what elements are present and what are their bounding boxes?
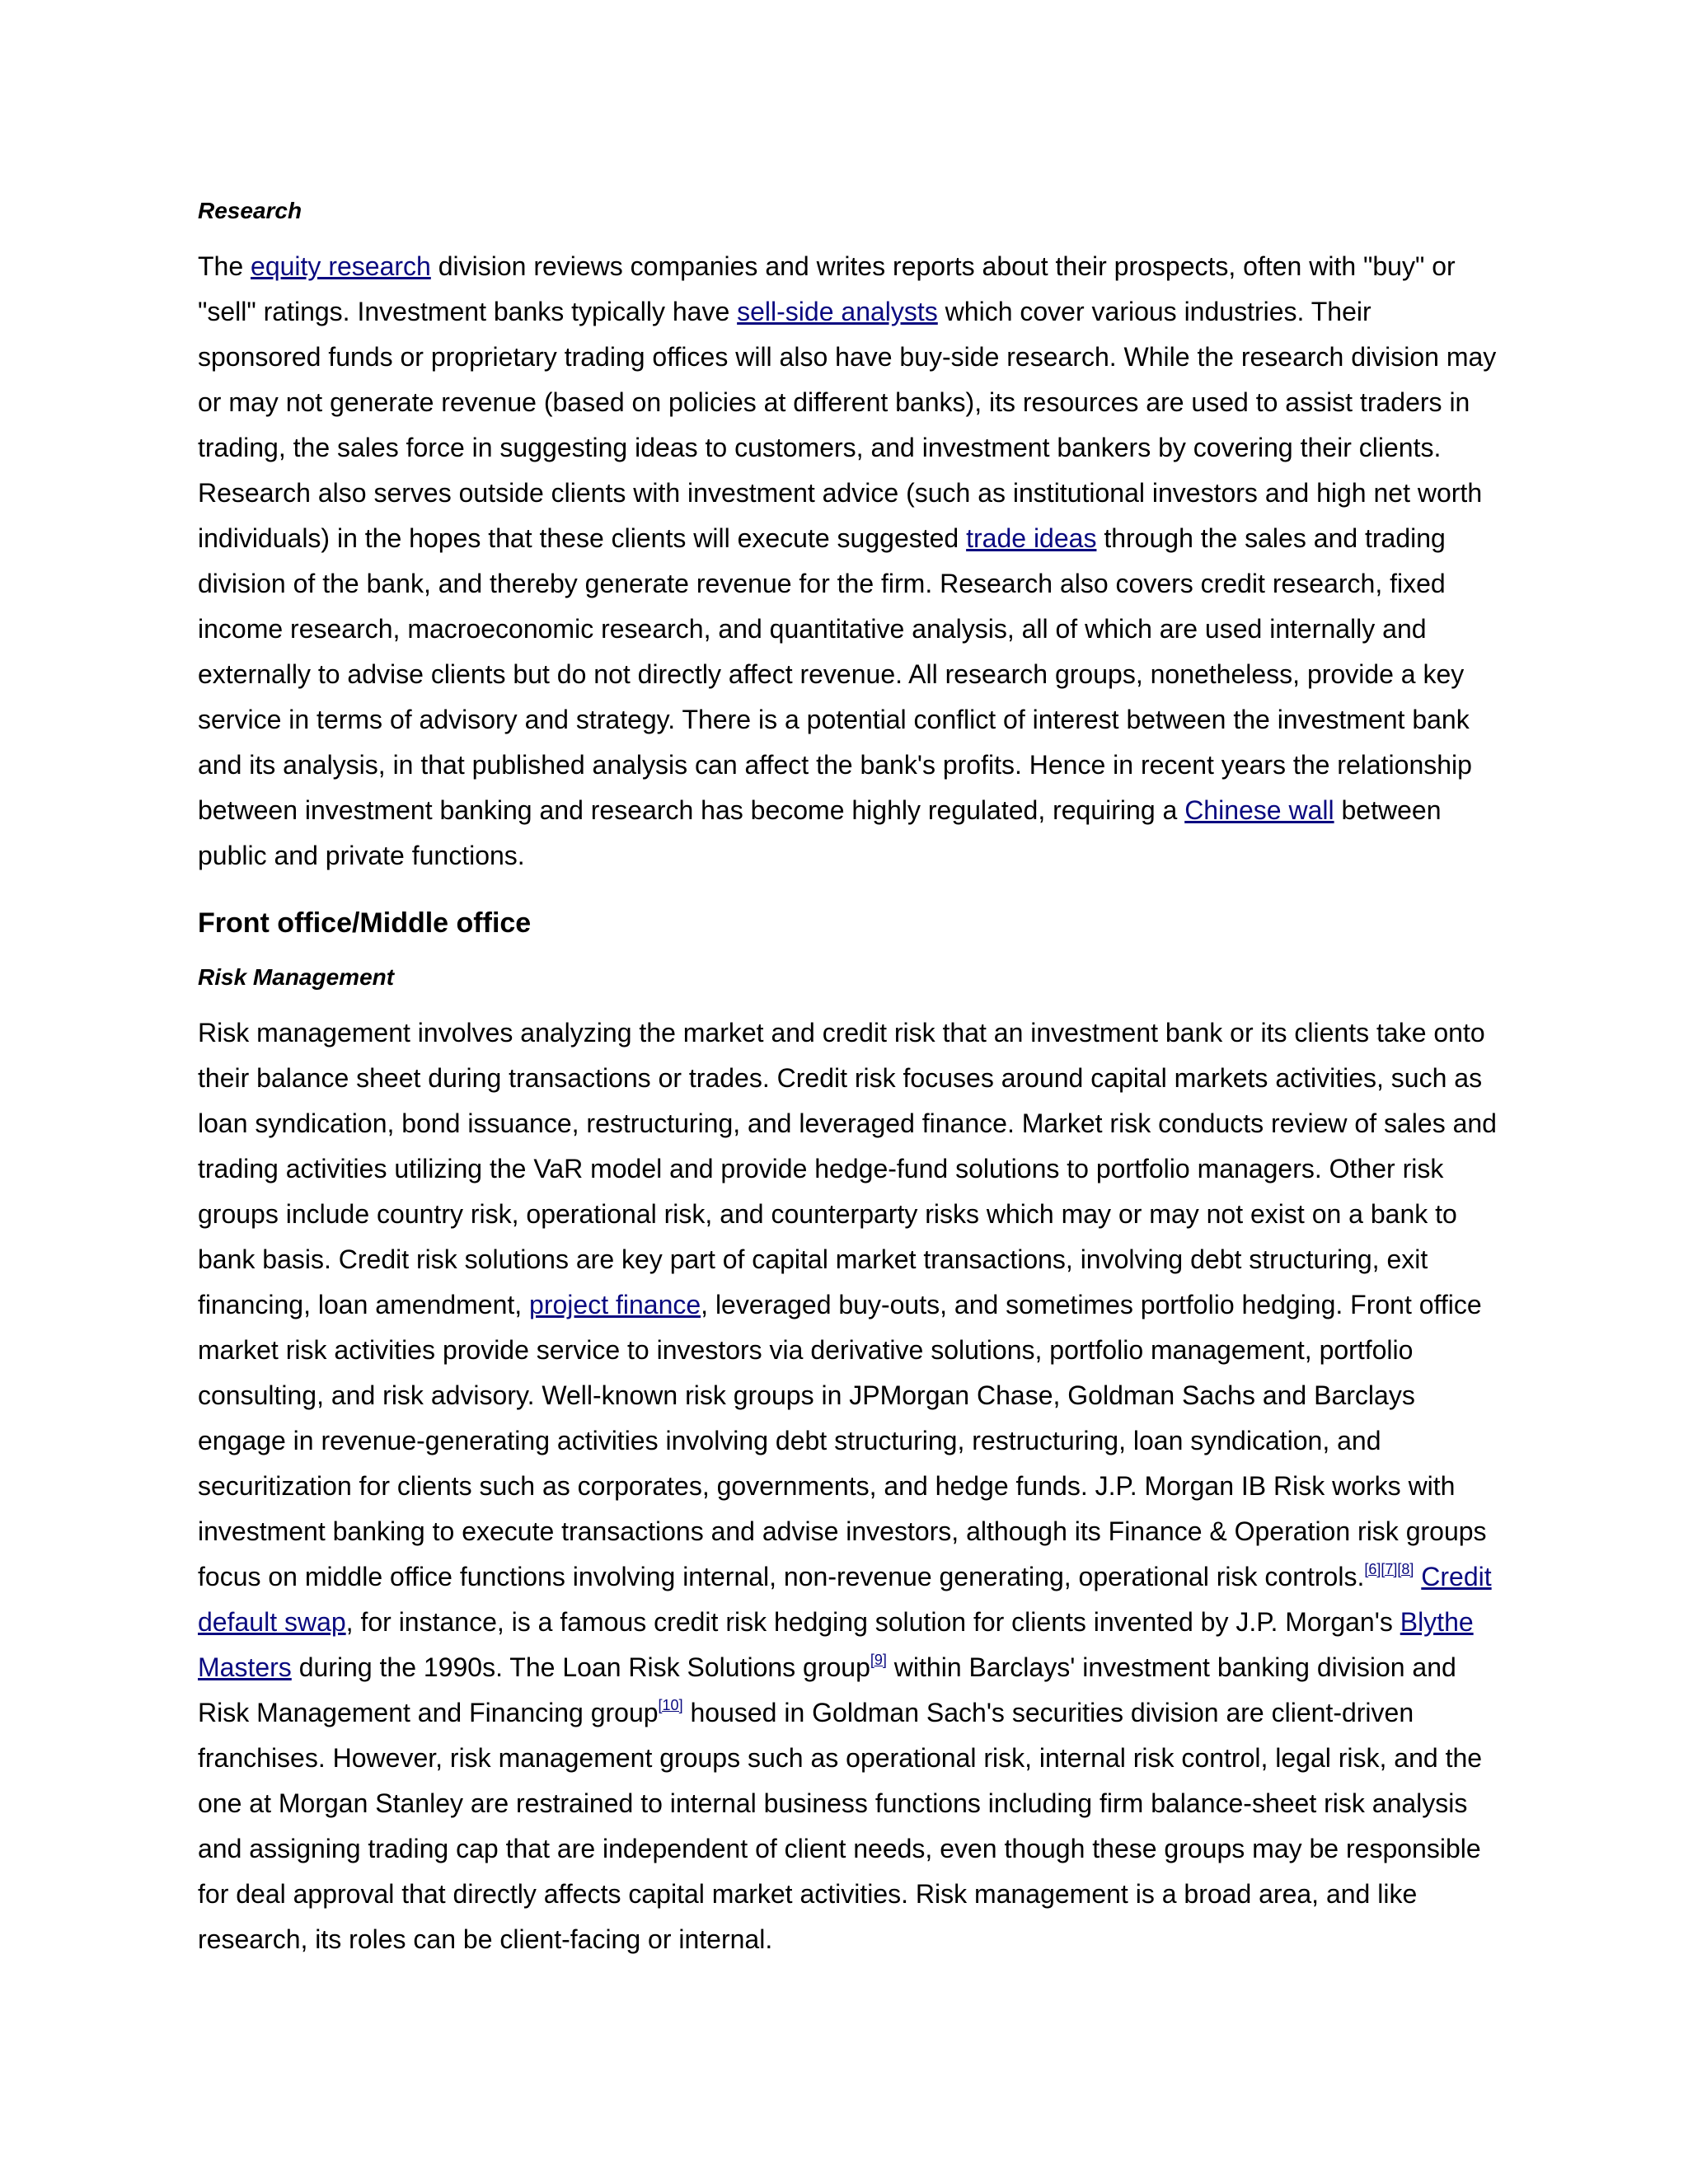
text-run: The xyxy=(198,251,251,281)
text-run: which cover various industries. Their sponsored funds or proprietary trading offices will also have buy-side research. While the research division may or may not generate revenue (based on policies at different banks), its resources are used to assist traders in trading, the sales force in suggesting ideas to customers, and investment bankers by covering their clients. Research also serves outside clients with investment advice (such as institutional investors and high net worth individuals) in the hopes that these clients will execute suggested xyxy=(198,297,1497,553)
footnote-link-7[interactable]: [7] xyxy=(1381,1561,1398,1577)
text-run: between public and private functions. xyxy=(198,795,1442,870)
text-run: through the sales and trading division of the bank, and thereby generate revenue for the firm. Research also covers credit research, fixed income research, macroeconomic research, and quantitative analysis, all of which are used internally and externally to advise clients but do not directly affect revenue. All research groups, nonetheless, provide a key service in terms of advisory and strategy. There is a potential conflict of interest between the investment bank and its analysis, in that published analysis can affect the bank's profits. Hence in recent years the relationship between investment banking and research has become highly regulated, requiring a xyxy=(198,523,1472,825)
footnote-link-9[interactable]: [9] xyxy=(870,1652,887,1668)
text-run xyxy=(1414,1562,1421,1591)
link-chinese-wall[interactable]: Chinese wall xyxy=(1184,795,1334,825)
section-title-risk-management: Risk Management xyxy=(198,964,395,990)
footnote-ref-9 xyxy=(870,1652,887,1668)
heading-front-office: Front office/Middle office xyxy=(198,907,532,939)
risk-management-paragraph xyxy=(198,1010,1500,1962)
research-paragraph xyxy=(198,244,1500,879)
text-run: housed in Goldman Sach's securities division are client-driven franchises. However, risk management groups such as operational risk, internal risk control, legal risk, and the one at Morgan Stanley are restrained to internal business functions including firm balance-sheet risk analysis and assigning trading cap that are independent of client needs, even though these groups may be responsible for deal approval that directly affects capital market activities. Risk management is a broad area, and like research, its roles can be client-facing or internal. xyxy=(198,1698,1483,1954)
link-sell-side-analysts[interactable]: sell-side analysts xyxy=(737,297,938,326)
text-run: division reviews companies and writes reports about their prospects, often with "buy" or "sell" ratings. Investment banks typically have xyxy=(198,251,1456,326)
footnote-link-10[interactable]: [10] xyxy=(658,1697,683,1713)
text-run: Risk management involves analyzing the market and credit risk that an investment bank or its clients take onto their balance sheet during transactions or trades. Credit risk focuses around capital markets activities, such as loan syndication, bond issuance, restructuring, and leveraged finance. Market risk conducts review of sales and trading activities utilizing the VaR model and provide hedge-fund solutions to portfolio managers. Other risk groups include country risk, operational risk, and counterparty risks which may or may not exist on a bank to bank basis. Credit risk solutions are key part of capital market transactions, involving debt structuring, exit financing, loan amendment, xyxy=(198,1018,1497,1319)
footnote-link-6[interactable]: [6] xyxy=(1364,1561,1381,1577)
link-trade-ideas[interactable]: trade ideas xyxy=(966,523,1097,553)
link-credit-default-swap[interactable]: Credit default swap xyxy=(198,1562,1492,1637)
link-project-finance[interactable]: project finance xyxy=(529,1290,701,1319)
text-run: , leveraged buy-outs, and sometimes portfolio hedging. Front office market risk activities provide service to investors via derivative solutions, portfolio management, portfolio consulting, and risk advisory. Well-known risk groups in JPMorgan Chase, Goldman Sachs and Barclays engage in revenue-generating activities involving debt structuring, restructuring, loan syndication, and securitization for clients such as corporates, governments, and hedge funds. J.P. Morgan IB Risk works with investment banking to execute transactions and advise investors, although its Finance & Operation risk groups focus on middle office functions involving internal, non-revenue generating, operational risk controls. xyxy=(198,1290,1487,1591)
footnote-ref-10 xyxy=(659,1697,683,1713)
text-run: within Barclays' investment banking division and Risk Management and Financing group xyxy=(198,1652,1456,1727)
footnote-link-8[interactable]: [8] xyxy=(1397,1561,1414,1577)
link-blythe-masters[interactable]: Blythe Masters xyxy=(198,1607,1474,1682)
document-page xyxy=(198,194,1500,1962)
section-title-research: Research xyxy=(198,198,302,223)
text-run: , for instance, is a famous credit risk hedging solution for clients invented by J.P. Morgan's xyxy=(345,1607,1400,1637)
footnote-refs-6-7-8 xyxy=(1364,1561,1414,1577)
link-equity-research[interactable]: equity research xyxy=(251,251,431,281)
text-run: during the 1990s. The Loan Risk Solutions group xyxy=(291,1652,870,1682)
